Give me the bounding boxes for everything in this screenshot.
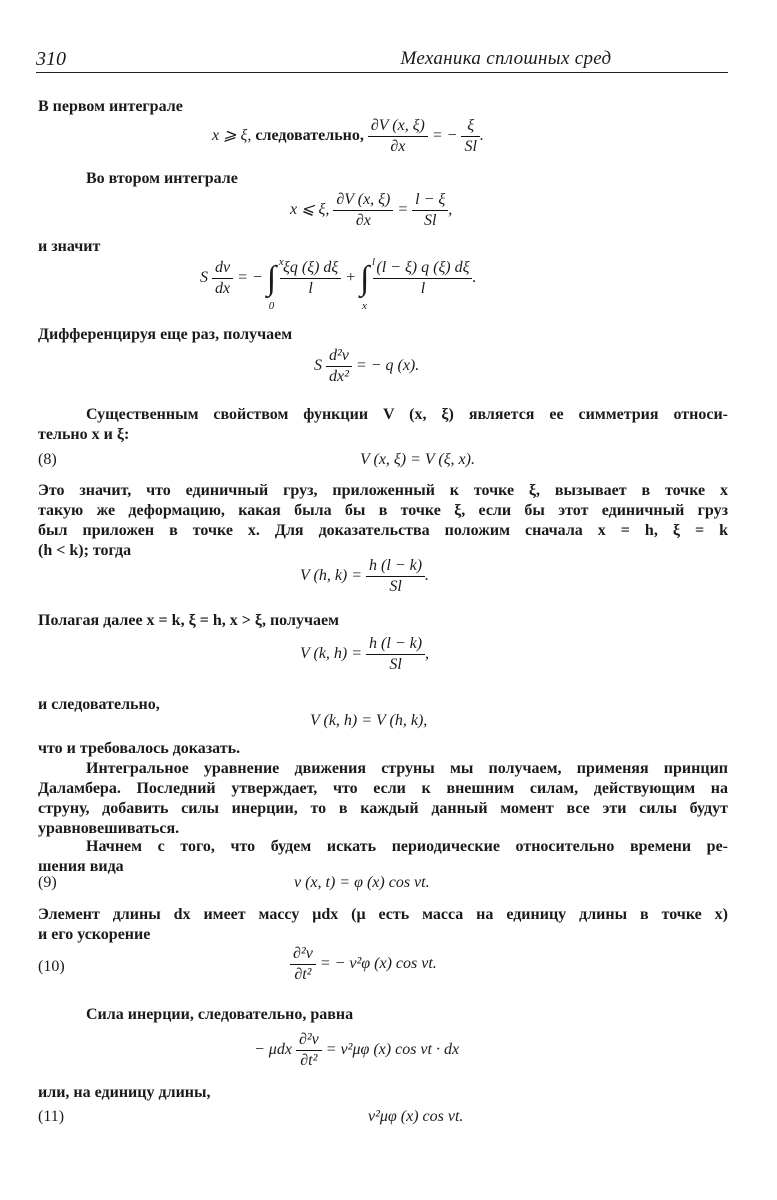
eq-text: = −	[431, 127, 458, 145]
integral-lower-limit: 0	[268, 299, 275, 312]
equation-v-kh: V (k, h) = $\frac{h (l - k)}{Sl}$ ,	[300, 635, 430, 673]
equation-9-label: (9)	[38, 874, 57, 891]
numerator: dv	[215, 259, 231, 276]
numerator: ξq (ξ) dξ	[283, 259, 339, 276]
equation-inertia	[254, 1030, 459, 1071]
equation-8: V (x, ξ) = V (ξ, x).	[360, 451, 475, 468]
paragraph-element-mass-1: Элемент длины dx имеет массу μdx (μ есть масса на единицу длины в точке x)	[38, 906, 729, 923]
eq-text: = ν²μφ (x) cos νt · dx	[325, 1041, 460, 1059]
page-number: 310	[36, 48, 66, 70]
paragraph-unit-load-2: такую же деформацию, какая была бы в точке ξ, если бы этот единичный груз	[38, 502, 728, 519]
eq-text: V (k, h) =	[300, 645, 363, 663]
fraction	[296, 1030, 322, 1071]
integral-upper-limit: x	[278, 255, 284, 268]
fraction	[372, 255, 472, 299]
equation-symmetry-result: V (k, h) = V (h, k),	[310, 712, 428, 729]
numerator: h (l − k)	[369, 557, 423, 574]
numerator: h (l − k)	[369, 635, 423, 652]
paragraph-setting-further: Полагая далее x = k, ξ = h, x > ξ, получаем	[38, 612, 339, 629]
paragraph-unit-load-4: (h < k); тогда	[38, 542, 132, 559]
denominator: dx	[212, 278, 233, 299]
paragraph-per-unit-length: или, на единицу длины,	[38, 1084, 211, 1101]
equation-second-derivative	[314, 346, 419, 387]
eq-text: x ⩾ ξ,	[212, 127, 252, 145]
equation-second-integral: x ⩽ ξ, $\frac{\partial V (x, \xi)}{\partial x}$ = $\frac{l - \xi}{Sl}$ ,	[290, 191, 453, 229]
integral-lower-limit: x	[362, 299, 367, 312]
denominator: Sl	[366, 576, 425, 597]
eq-word: следовательно,	[255, 127, 364, 145]
denominator: ∂t²	[290, 964, 316, 985]
paragraph-symmetry-cont: тельно x и ξ:	[38, 426, 130, 443]
integral-sign: ∫	[266, 259, 277, 297]
paragraph-element-mass-2: и его ускорение	[38, 926, 151, 943]
fraction	[212, 258, 233, 299]
denominator: ∂t²	[296, 1050, 322, 1071]
eq-text: S	[200, 269, 208, 287]
fraction	[366, 634, 425, 675]
eq-text: +	[345, 269, 357, 287]
paragraph-unit-load-3: был приложен в точке x. Для доказательства положим сначала x = h, ξ = k	[38, 522, 728, 539]
fraction	[326, 346, 352, 387]
integral-upper-limit: l	[372, 255, 376, 268]
eq-text: = − q (x).	[355, 357, 420, 375]
eq-text: S	[314, 357, 322, 375]
paragraph-dalembert-1: Интегральное уравнение движения струны мы получаем, применяя принцип	[86, 760, 728, 777]
paragraph-symmetry: Существенным свойством функции V (x, ξ) является ее симметрия относи-	[86, 406, 728, 423]
equation-10	[290, 944, 437, 985]
eq-text: = −	[237, 269, 263, 287]
denominator: Sl	[366, 654, 425, 675]
fraction	[333, 190, 393, 231]
fraction	[461, 116, 479, 157]
integral-sign: ∫	[360, 259, 370, 297]
equation-v-hk: V (h, k) = $\frac{h (l - k)}{Sl}$ .	[300, 557, 430, 595]
paragraph-and-consequently: и следовательно,	[38, 696, 160, 713]
paragraph-and-thus: и значит	[38, 238, 101, 255]
denominator: dx²	[326, 366, 352, 387]
numerator: ∂²v	[293, 945, 313, 962]
fraction	[278, 255, 341, 299]
paragraph-second-integral: Во втором интеграле	[86, 170, 238, 187]
equation-9: v (x, t) = φ (x) cos νt.	[294, 874, 430, 891]
equation-11: ν²μφ (x) cos νt.	[368, 1108, 464, 1125]
denominator: l	[280, 278, 341, 299]
denominator: ∂x	[368, 136, 428, 157]
paragraph-periodic-1: Начнем с того, что будем искать периодические относительно времени ре-	[86, 838, 728, 855]
numerator: (l − ξ) q (ξ) dξ	[376, 259, 470, 276]
fraction	[368, 116, 428, 157]
eq-text: x ⩽ ξ,	[290, 201, 330, 219]
equation-10-label: (10)	[38, 958, 65, 975]
paragraph-inertia-force: Сила инерции, следовательно, равна	[86, 1006, 354, 1023]
equation-11-label: (11)	[38, 1108, 65, 1125]
denominator: Sl	[461, 136, 479, 157]
equation-integral-sum: S $\frac{dv}{dx}$ = − ∫ x 0 $\frac{\xi q (\xi) d\xi}{l}$ + ∫ l x $\frac{(l - \xi) q (\xi) d\xi}{l}$ .	[200, 255, 477, 312]
numerator: d²v	[329, 347, 349, 364]
equation-first-integral: x ⩾ ξ, следовательно, $\frac{\partial V (x, \xi)}{\partial x}$ = − $\frac{\xi}{Sl}$ .	[212, 117, 484, 155]
paragraph-differentiating: Дифференцируя еще раз, получаем	[38, 326, 293, 343]
numerator: ∂V (x, ξ)	[370, 117, 425, 134]
fraction	[290, 944, 316, 985]
eq-text: − μdx	[254, 1041, 292, 1059]
denominator: ∂x	[333, 210, 393, 231]
page-header	[36, 44, 728, 73]
fraction	[366, 556, 425, 597]
paragraph-dalembert-2: Даламбера. Последний утверждает, что если к внешним силам, действующим на	[38, 780, 728, 797]
paragraph-unit-load-1: Это значит, что единичный груз, приложенный к точке ξ, вызывает в точке x	[38, 482, 728, 499]
eq-text: = − ν²φ (x) cos νt.	[319, 955, 437, 973]
paragraph-dalembert-3: струну, добавить силы инерции, то в каждый данный момент все эти силы будут	[38, 800, 728, 817]
numerator: l − ξ	[415, 191, 446, 208]
eq-text: V (h, k) =	[300, 567, 363, 585]
paragraph-first-integral: В первом интеграле	[38, 98, 183, 115]
paragraph-dalembert-4: уравновешиваться.	[38, 820, 180, 837]
numerator: ∂V (x, ξ)	[336, 191, 391, 208]
running-title: Механика сплошных сред	[400, 48, 612, 69]
denominator: Sl	[412, 210, 448, 231]
equation-8-label: (8)	[38, 451, 57, 468]
paragraph-qed: что и требовалось доказать.	[38, 740, 241, 757]
paragraph-periodic-2: шения вида	[38, 858, 124, 875]
denominator: l	[373, 278, 472, 299]
fraction	[412, 190, 448, 231]
numerator: ξ	[467, 117, 475, 134]
numerator: ∂²v	[298, 1031, 319, 1048]
